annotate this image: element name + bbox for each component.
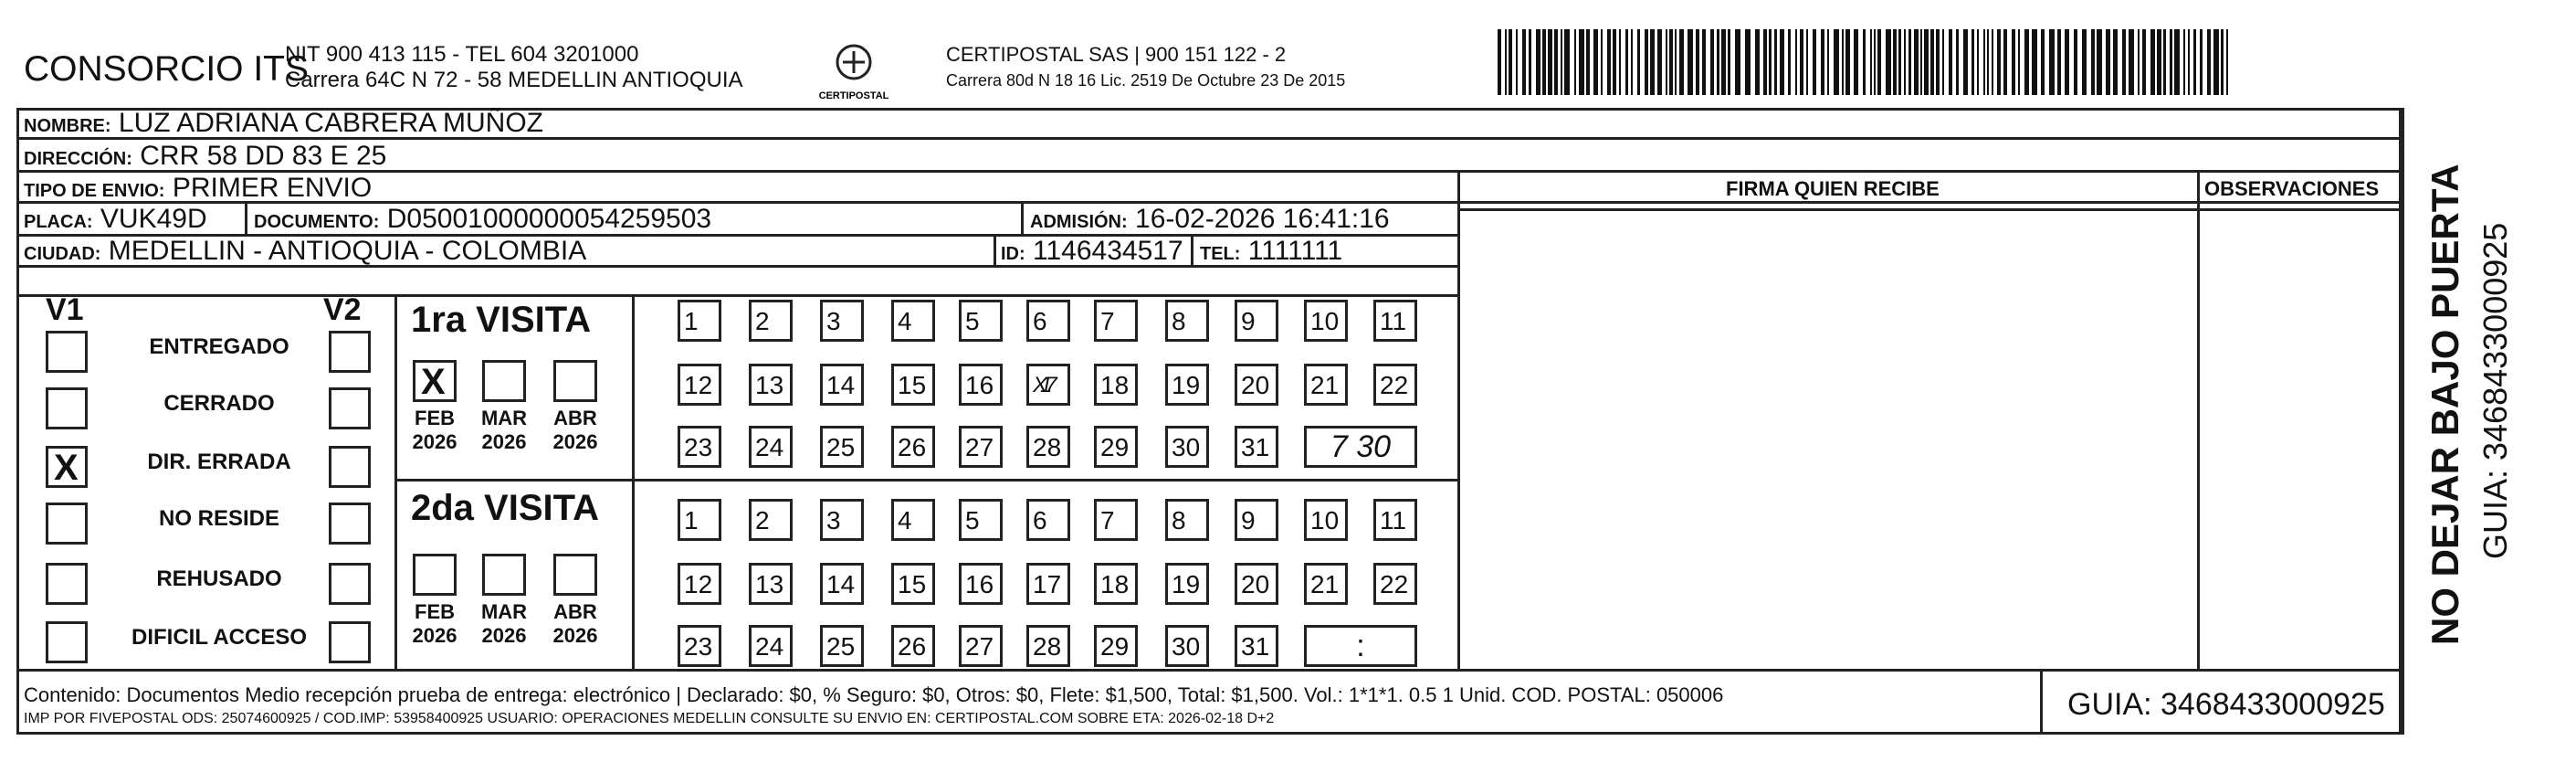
day-number: X17	[1033, 373, 1050, 397]
no-dejar-label: NO DEJAR BAJO PUERTA	[2424, 164, 2466, 645]
day-box[interactable]	[1304, 563, 1348, 605]
day-box[interactable]	[1094, 300, 1138, 342]
footer-content: Contenido: Documentos Medio recepción prueba de entrega: electrónico | Declarado: $0, % Seguro: $0, Otros: $0, Flete: $1,500, Total: $1,500. Vol.: 1*1*1. 0.5 1 Unid. COD. POSTAL: 050006	[24, 683, 1724, 706]
day-number: 24	[755, 632, 784, 661]
day-box[interactable]	[1373, 300, 1417, 342]
day-number: 14	[826, 371, 856, 399]
placa-label: PLACA:	[24, 212, 93, 232]
day-box[interactable]	[891, 499, 935, 541]
day-number: 16	[965, 371, 994, 399]
day-number: 3	[826, 307, 841, 335]
day-box[interactable]	[1094, 563, 1138, 605]
placa-value: VUK49D	[100, 204, 207, 234]
documento-label: DOCUMENTO:	[254, 212, 380, 232]
v2-label: V2	[323, 292, 362, 327]
month-checkbox[interactable]	[482, 360, 526, 402]
day-number: 28	[1033, 433, 1062, 461]
x-mark: X	[54, 448, 79, 488]
month-label: ABR	[553, 600, 597, 623]
v2-checkbox[interactable]	[329, 621, 371, 663]
footer-guia: GUIA: 3468433000925	[2067, 687, 2385, 722]
day-number: 7	[1100, 506, 1115, 534]
day-box[interactable]	[678, 563, 721, 605]
v1-checkbox[interactable]	[46, 563, 88, 605]
day-box[interactable]	[1165, 426, 1209, 468]
day-box[interactable]	[959, 563, 1003, 605]
day-box[interactable]	[891, 625, 935, 667]
visit1-title: 1ra VISITA	[411, 300, 592, 340]
day-number: 30	[1172, 433, 1201, 461]
day-box[interactable]	[959, 364, 1003, 406]
day-box[interactable]	[749, 499, 793, 541]
admision-label: ADMISIÓN:	[1030, 212, 1128, 232]
day-number: 18	[1100, 371, 1130, 399]
day-number: 1	[684, 506, 699, 534]
tipo-value: PRIMER ENVIO	[172, 173, 373, 203]
day-box[interactable]	[678, 300, 721, 342]
day-number: 12	[684, 371, 713, 399]
tel-value: 1111111	[1247, 236, 1343, 266]
day-number: 25	[826, 433, 856, 461]
day-box[interactable]	[1304, 364, 1348, 406]
day-box[interactable]	[1373, 499, 1417, 541]
year-label: 2026	[412, 624, 457, 647]
company-name: CONSORCIO ITS	[24, 49, 310, 89]
month-label: ABR	[553, 407, 597, 429]
day-box[interactable]	[1026, 625, 1070, 667]
day-box[interactable]	[959, 625, 1003, 667]
status-option-label: DIR. ERRADA	[147, 450, 291, 474]
v2-checkbox[interactable]	[329, 503, 371, 545]
certipostal-license: Carrera 80d N 18 16 Lic. 2519 De Octubre 23 De 2015	[946, 71, 1346, 90]
day-box[interactable]	[1165, 625, 1209, 667]
status-option-label: NO RESIDE	[158, 506, 280, 531]
certipostal-info	[946, 42, 1345, 93]
day-box[interactable]	[749, 426, 793, 468]
day-number: 11	[1380, 307, 1407, 335]
nombre-label: NOMBRE:	[24, 116, 111, 136]
day-box[interactable]	[1026, 300, 1070, 342]
day-number: 28	[1033, 632, 1062, 661]
day-box[interactable]	[820, 563, 864, 605]
day-number: 21	[1310, 371, 1340, 399]
nombre-value: LUZ ADRIANA CABRERA MUÑOZ	[118, 108, 543, 138]
side-guia: GUIA: 3468433000925	[2476, 222, 2514, 559]
day-box[interactable]	[1304, 499, 1348, 541]
observaciones-label: OBSERVACIONES	[2204, 177, 2380, 200]
day-number: 4	[898, 307, 912, 335]
day-box[interactable]	[1165, 300, 1209, 342]
status-option-label: ENTREGADO	[149, 334, 289, 359]
day-number: 11	[1380, 506, 1407, 534]
v2-checkbox[interactable]	[329, 563, 371, 605]
day-box[interactable]	[820, 625, 864, 667]
day-box[interactable]	[1235, 499, 1278, 541]
v1-checkbox[interactable]	[46, 503, 88, 545]
day-box[interactable]	[749, 364, 793, 406]
v1-checkbox[interactable]	[46, 621, 88, 663]
year-label: 2026	[481, 430, 527, 453]
year-label: 2026	[552, 430, 598, 453]
nombre-row	[24, 108, 543, 139]
svg-text:CERTIPOSTAL: CERTIPOSTAL	[818, 90, 889, 101]
day-number: 15	[898, 570, 927, 598]
day-box[interactable]	[1373, 364, 1417, 406]
day-number: 9	[1241, 307, 1256, 335]
day-number: 27	[965, 632, 994, 661]
day-box[interactable]	[1094, 499, 1138, 541]
day-box[interactable]	[1373, 563, 1417, 605]
year-label: 2026	[412, 430, 457, 453]
admision-row	[1030, 204, 1390, 235]
month-label: MAR	[480, 600, 528, 623]
day-box[interactable]	[1304, 300, 1348, 342]
day-number: 22	[1380, 570, 1409, 598]
day-number: 14	[826, 570, 856, 598]
day-number: 21	[1310, 570, 1340, 598]
day-box[interactable]	[1235, 563, 1278, 605]
day-box[interactable]	[1094, 625, 1138, 667]
month-checkbox[interactable]	[482, 554, 526, 596]
admision-value: 16-02-2026 16:41:16	[1135, 204, 1390, 234]
day-number: 23	[684, 433, 713, 461]
day-box[interactable]	[1165, 499, 1209, 541]
day-box[interactable]	[678, 426, 721, 468]
day-number: 13	[755, 371, 784, 399]
day-box[interactable]	[1165, 563, 1209, 605]
day-number: 1	[684, 307, 699, 335]
address-line: Carrera 64C N 72 - 58 MEDELLIN ANTIOQUIA	[285, 68, 743, 92]
day-number: 18	[1100, 570, 1130, 598]
v1-checkbox[interactable]	[46, 387, 88, 429]
v1-checkbox[interactable]	[46, 331, 88, 373]
day-box[interactable]	[678, 499, 721, 541]
day-number: 5	[965, 307, 980, 335]
day-number: 15	[898, 371, 927, 399]
day-box[interactable]	[891, 426, 935, 468]
ciudad-value: MEDELLIN - ANTIOQUIA - COLOMBIA	[108, 236, 587, 266]
year-label: 2026	[552, 624, 598, 647]
day-box[interactable]	[959, 426, 1003, 468]
day-number: 29	[1100, 433, 1130, 461]
placa-row	[24, 204, 207, 235]
month-checkbox[interactable]	[413, 360, 457, 402]
day-number: 27	[965, 433, 994, 461]
day-number: 9	[1241, 506, 1256, 534]
footer-print-info: IMP POR FIVEPOSTAL ODS: 25074600925 / COD.IMP: 53958400925 USUARIO: OPERACIONES MEDELLIN CONSULTE SU ENVIO EN: CERTIPOSTAL.COM SOBRE ETA: 2026-02-18 D+2	[24, 711, 1275, 726]
day-box[interactable]	[1235, 300, 1278, 342]
day-box[interactable]	[820, 300, 864, 342]
day-number: 6	[1033, 506, 1047, 534]
documento-row	[254, 204, 711, 235]
ciudad-label: CIUDAD:	[24, 244, 101, 264]
day-number: 2	[755, 307, 770, 335]
tel-label: TEL:	[1200, 244, 1241, 264]
day-box[interactable]	[1094, 426, 1138, 468]
day-box[interactable]	[891, 364, 935, 406]
day-number: 31	[1241, 632, 1270, 661]
day-number: 10	[1310, 307, 1340, 335]
day-number: 24	[755, 433, 784, 461]
day-box[interactable]	[1165, 364, 1209, 406]
time-box[interactable]: :	[1304, 625, 1417, 667]
day-number: 20	[1241, 570, 1270, 598]
month-checkbox[interactable]	[553, 360, 597, 402]
direccion-value: CRR 58 DD 83 E 25	[140, 141, 387, 171]
day-number: 10	[1310, 506, 1340, 534]
day-box[interactable]	[1026, 364, 1070, 406]
day-number: 19	[1172, 371, 1201, 399]
certipostal-logo	[813, 38, 895, 111]
day-box[interactable]	[1026, 426, 1070, 468]
time-box[interactable]: 7 30	[1304, 426, 1417, 468]
nit-line: NIT 900 413 115 - TEL 604 3201000	[285, 42, 639, 67]
tel-row	[1200, 236, 1342, 267]
id-label: ID:	[1001, 244, 1025, 264]
day-box[interactable]	[1094, 364, 1138, 406]
day-box[interactable]	[1026, 563, 1070, 605]
day-number: 4	[898, 506, 912, 534]
day-number: 30	[1172, 632, 1201, 661]
month-checkbox[interactable]	[553, 554, 597, 596]
day-box[interactable]	[820, 426, 864, 468]
month-label: MAR	[480, 407, 528, 429]
day-number: 20	[1241, 371, 1270, 399]
day-number: 13	[755, 570, 784, 598]
day-number: 12	[684, 570, 713, 598]
day-number: 5	[965, 506, 980, 534]
month-label: FEB	[415, 407, 455, 429]
ciudad-row	[24, 236, 586, 267]
direccion-row	[24, 141, 386, 172]
day-number: 25	[826, 632, 856, 661]
day-box[interactable]	[891, 563, 935, 605]
visit2-title: 2da VISITA	[411, 488, 599, 528]
day-box[interactable]	[891, 300, 935, 342]
day-box[interactable]	[959, 300, 1003, 342]
day-number: 26	[898, 632, 927, 661]
day-number: 8	[1172, 506, 1186, 534]
x-mark: X	[421, 362, 446, 402]
status-option-label: REHUSADO	[156, 566, 282, 591]
day-number: 6	[1033, 307, 1047, 335]
status-option-label: DIFICIL ACCESO	[131, 625, 307, 650]
barcode	[1498, 29, 2228, 95]
day-box[interactable]	[959, 499, 1003, 541]
day-number: 31	[1241, 433, 1270, 461]
day-number: 3	[826, 506, 841, 534]
day-number: 23	[684, 632, 713, 661]
status-option-label: CERRADO	[163, 391, 275, 416]
month-checkbox[interactable]	[413, 554, 457, 596]
v2-checkbox[interactable]	[329, 446, 371, 488]
day-box[interactable]	[1235, 625, 1278, 667]
day-box[interactable]	[1235, 364, 1278, 406]
day-number: 8	[1172, 307, 1186, 335]
firma-label: FIRMA QUIEN RECIBE	[1726, 177, 1940, 200]
day-number: 16	[965, 570, 994, 598]
v2-checkbox[interactable]	[329, 331, 371, 373]
day-number: 26	[898, 433, 927, 461]
company-info	[285, 42, 743, 93]
day-number: 19	[1172, 570, 1201, 598]
v1-checkbox[interactable]	[46, 446, 88, 488]
v1-label: V1	[46, 292, 84, 327]
day-box[interactable]	[1026, 499, 1070, 541]
day-box[interactable]	[749, 300, 793, 342]
day-number: 7	[1100, 307, 1115, 335]
tipo-label: TIPO DE ENVIO:	[24, 181, 165, 201]
day-box[interactable]	[820, 499, 864, 541]
day-number: 17	[1033, 570, 1062, 598]
month-label: FEB	[415, 600, 455, 623]
tipo-row	[24, 173, 372, 204]
day-box[interactable]	[678, 625, 721, 667]
v2-checkbox[interactable]	[329, 387, 371, 429]
day-box[interactable]	[678, 364, 721, 406]
day-number: 22	[1380, 371, 1409, 399]
year-label: 2026	[481, 624, 527, 647]
day-number: 29	[1100, 632, 1130, 661]
id-row	[1001, 236, 1183, 267]
documento-value: D05001000000054259503	[386, 204, 712, 234]
certipostal-line: CERTIPOSTAL SAS | 900 151 122 - 2	[946, 43, 1287, 66]
direccion-label: DIRECCIÓN:	[24, 149, 132, 169]
id-value: 1146434517	[1033, 236, 1183, 266]
day-box[interactable]	[1235, 426, 1278, 468]
day-number: 2	[755, 506, 770, 534]
day-box[interactable]	[820, 364, 864, 406]
day-box[interactable]	[749, 563, 793, 605]
day-box[interactable]	[749, 625, 793, 667]
